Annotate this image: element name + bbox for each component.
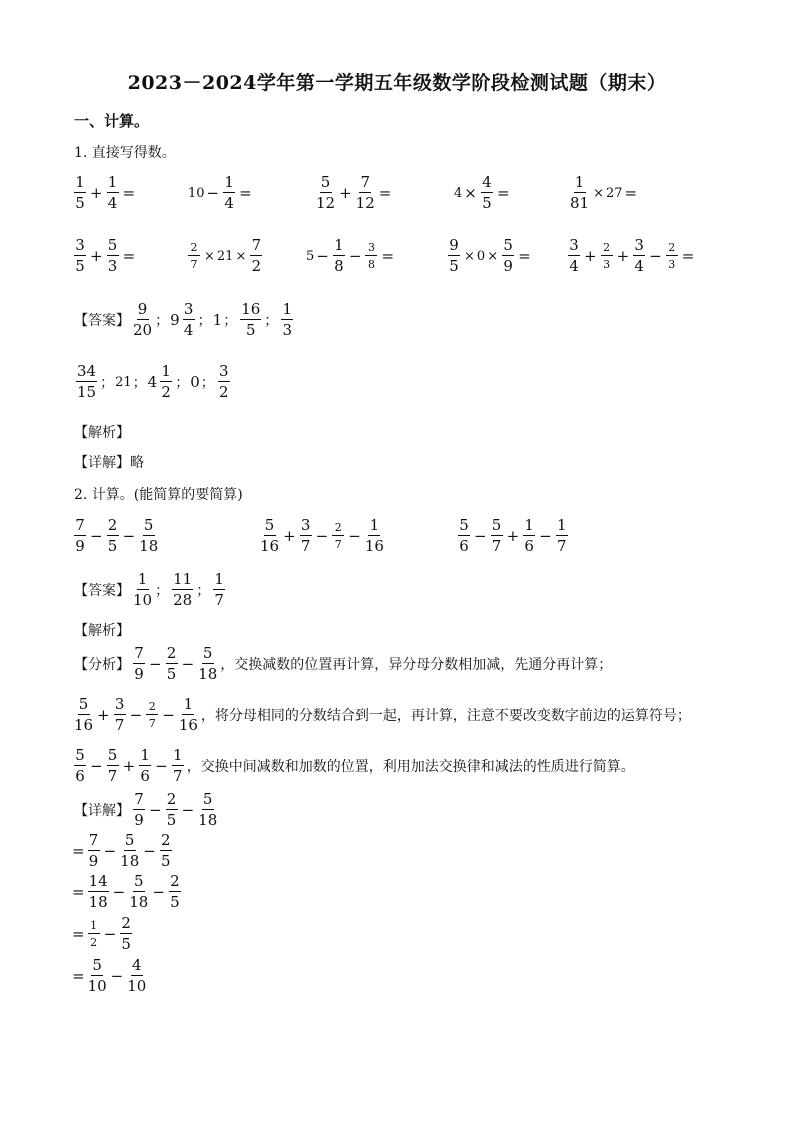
fraction: $\frac{1}{16}$: [178, 695, 198, 734]
fraction: $\frac{2}{7}$: [332, 522, 344, 550]
fraction: $\frac{1}{8}$: [334, 236, 344, 275]
q2-expr-1: $\frac{7}{9}$ − $\frac{2}{5}$ − $\frac{5}{18}$: [75, 516, 159, 555]
fraction: $\frac{3}{4}$: [183, 300, 194, 339]
fraction: $\frac{7}{9}$: [88, 831, 99, 870]
fraction: $\frac{7}{9}$: [134, 790, 144, 829]
detail-tag: 【详解】: [74, 803, 130, 819]
q1-expr-10: $\frac{3}{4}$ + $\frac{2}{3}$ + $\frac{3}{4}$ − $\frac{2}{3}$ =: [569, 236, 695, 275]
detail-text: 略: [130, 455, 144, 471]
analysis-label: 【分析】: [74, 657, 130, 673]
q1-expr-9: $\frac{9}{5}$ × 0 × $\frac{5}{9}$ =: [449, 236, 531, 275]
q2-expr-2: $\frac{5}{16}$ + $\frac{3}{7}$ − $\frac{2}{7}$ − $\frac{1}{16}$: [260, 516, 384, 555]
fraction: $\frac{5}{18}$: [198, 790, 218, 829]
fraction: $\frac{3}{4}$: [569, 236, 579, 275]
fraction: $\frac{7}{2}$: [251, 236, 262, 275]
fraction: $\frac{2}{7}$: [188, 242, 200, 270]
fraction: $\frac{4}{5}$: [482, 173, 492, 212]
fraction: $\frac{5}{18}$: [198, 644, 218, 683]
fraction: $\frac{1}{81}$: [570, 173, 590, 212]
detail-2-line-2: = $\frac{7}{9}$ − $\frac{5}{18}$ − $\frac{2}{5}$: [72, 831, 171, 870]
fraction: $\frac{1}{6}$: [140, 746, 150, 785]
detail-tag: 【详解】: [74, 455, 130, 471]
detail-2-line-4: = $\frac{1}{2}$ − $\frac{2}{5}$: [72, 914, 131, 953]
fraction: $\frac{2}{5}$: [161, 831, 171, 870]
fraction: $\frac{2}{5}$: [166, 790, 177, 829]
fraction: $\frac{2}{7}$: [146, 701, 158, 729]
fraction: $\frac{5}{12}$: [316, 173, 336, 212]
q2-expr-3: $\frac{5}{6}$ − $\frac{5}{7}$ + $\frac{1}{6}$ − $\frac{1}{7}$: [459, 516, 567, 555]
fraction: $\frac{1}{5}$: [75, 173, 85, 212]
fraction: $\frac{34}{15}$: [77, 362, 97, 401]
detail-2-line-5: = $\frac{5}{10}$ − $\frac{4}{10}$: [72, 956, 147, 995]
analysis-line-2: $\frac{5}{16}$ + $\frac{3}{7}$ − $\frac{2}{7}$ − $\frac{1}{16}$ ，将分母相同的分数结合到一起，再计算，注意不要改变数字前边的运算符号；: [74, 695, 691, 734]
fraction: $\frac{1}{4}$: [107, 173, 118, 212]
fraction: $\frac{3}{2}$: [218, 362, 229, 401]
fraction: $\frac{5}{3}$: [107, 236, 118, 275]
fraction: $\frac{2}{5}$: [166, 644, 177, 683]
fraction: $\frac{7}{9}$: [75, 516, 85, 555]
fraction: $\frac{5}{7}$: [107, 746, 118, 785]
fraction: $\frac{5}{18}$: [120, 831, 140, 870]
fraction: $\frac{5}{16}$: [74, 695, 94, 734]
fraction: $\frac{5}{10}$: [87, 956, 107, 995]
q1-expr-5: $\frac{1}{81}$ × 27 =: [570, 173, 638, 212]
fraction: $\frac{1}{4}$: [224, 173, 234, 212]
fraction: $\frac{3}{4}$: [634, 236, 644, 275]
fraction: $\frac{14}{18}$: [88, 872, 108, 911]
q1-expr-3: $\frac{5}{12}$ + $\frac{7}{12}$ =: [316, 173, 392, 212]
fraction: $\frac{1}{3}$: [282, 300, 293, 339]
section-heading-calc: 一、计算。: [74, 112, 150, 130]
q1-expr-1: $\frac{1}{5}$ + $\frac{1}{4}$ =: [75, 173, 136, 212]
answer-tag: 【答案】: [74, 313, 130, 329]
fraction: $\frac{5}{18}$: [129, 872, 149, 911]
fraction: $\frac{1}{10}$: [133, 570, 153, 609]
fraction: $\frac{5}{16}$: [260, 516, 280, 555]
fraction: $\frac{7}{9}$: [134, 644, 144, 683]
q1-expr-7: $\frac{2}{7}$ × 21 × $\frac{7}{2}$: [186, 238, 264, 274]
answer-1-line-1: 【答案】 $\frac{9}{20}$ ； 9 $\frac{3}{4}$ ； 1 ； $\frac{16}{5}$ ； $\frac{1}{3}$: [74, 300, 293, 339]
q1-expr-8: 5 − $\frac{1}{8}$ − $\frac{3}{8}$ =: [306, 236, 395, 275]
fraction: $\frac{2}{5}$: [107, 516, 118, 555]
analysis-tag-2: 【解析】: [74, 623, 130, 639]
q1-expr-2: 10 − $\frac{1}{4}$ =: [188, 173, 252, 212]
answer-1-line-2: $\frac{34}{15}$ ； 21 ； 4 $\frac{1}{2}$ ； 0 ； $\frac{3}{2}$: [77, 362, 229, 401]
q1-expr-6: $\frac{3}{5}$ + $\frac{5}{3}$ =: [75, 236, 136, 275]
fraction: $\frac{5}{6}$: [75, 746, 85, 785]
fraction: $\frac{9}{5}$: [449, 236, 459, 275]
fraction: $\frac{2}{3}$: [666, 242, 678, 270]
fraction: $\frac{7}{12}$: [355, 173, 375, 212]
fraction: $\frac{3}{7}$: [114, 695, 125, 734]
answer-tag: 【答案】: [74, 583, 130, 599]
question-2-label: 2. 计算。(能简算的要简算): [74, 487, 243, 503]
fraction: $\frac{1}{16}$: [364, 516, 384, 555]
fraction: $\frac{11}{28}$: [173, 570, 193, 609]
analysis-line-1: 【分析】 $\frac{7}{9}$ − $\frac{2}{5}$ − $\frac{5}{18}$ ，交换减数的位置再计算，异分母分数相加减，先通分再计算；: [74, 644, 613, 683]
analysis-tag: 【解析】: [74, 425, 130, 441]
fraction: $\frac{9}{20}$: [133, 300, 153, 339]
fraction: $\frac{1}{2}$: [88, 920, 100, 948]
fraction: $\frac{16}{5}$: [241, 300, 261, 339]
fraction: $\frac{5}{6}$: [459, 516, 469, 555]
fraction: $\frac{3}{7}$: [300, 516, 311, 555]
fraction: $\frac{3}{8}$: [365, 242, 377, 270]
fraction: $\frac{2}{3}$: [601, 242, 613, 270]
detail-2-line-1: 【详解】 $\frac{7}{9}$ − $\frac{2}{5}$ − $\frac{5}{18}$: [74, 790, 218, 829]
fraction: $\frac{1}{7}$: [214, 570, 224, 609]
fraction: $\frac{1}{7}$: [172, 746, 183, 785]
fraction: $\frac{5}{7}$: [491, 516, 502, 555]
fraction: $\frac{5}{9}$: [503, 236, 513, 275]
fraction: $\frac{2}{5}$: [170, 872, 180, 911]
analysis-line-3: $\frac{5}{6}$ − $\frac{5}{7}$ + $\frac{1}{6}$ − $\frac{1}{7}$ ，交换中间减数和加数的位置，利用加法交换律和减法的性质进行简算。: [75, 746, 635, 785]
page-title: 2023－2024学年第一学期五年级数学阶段检测试题（期末）: [127, 72, 667, 94]
fraction: $\frac{5}{18}$: [139, 516, 159, 555]
fraction: $\frac{1}{2}$: [161, 362, 171, 401]
question-1-label: 1. 直接写得数。: [74, 145, 176, 161]
answer-2: 【答案】 $\frac{1}{10}$ ； $\frac{11}{28}$ ； $\frac{1}{7}$: [74, 570, 224, 609]
detail-1: [74, 452, 144, 472]
fraction: $\frac{1}{7}$: [556, 516, 567, 555]
fraction: $\frac{4}{10}$: [127, 956, 147, 995]
fraction: $\frac{3}{5}$: [75, 236, 85, 275]
detail-2-line-3: = $\frac{14}{18}$ − $\frac{5}{18}$ − $\frac{2}{5}$: [72, 872, 180, 911]
fraction: $\frac{2}{5}$: [121, 914, 131, 953]
fraction: $\frac{1}{6}$: [524, 516, 534, 555]
q1-expr-4: 4 × $\frac{4}{5}$ =: [454, 173, 510, 212]
